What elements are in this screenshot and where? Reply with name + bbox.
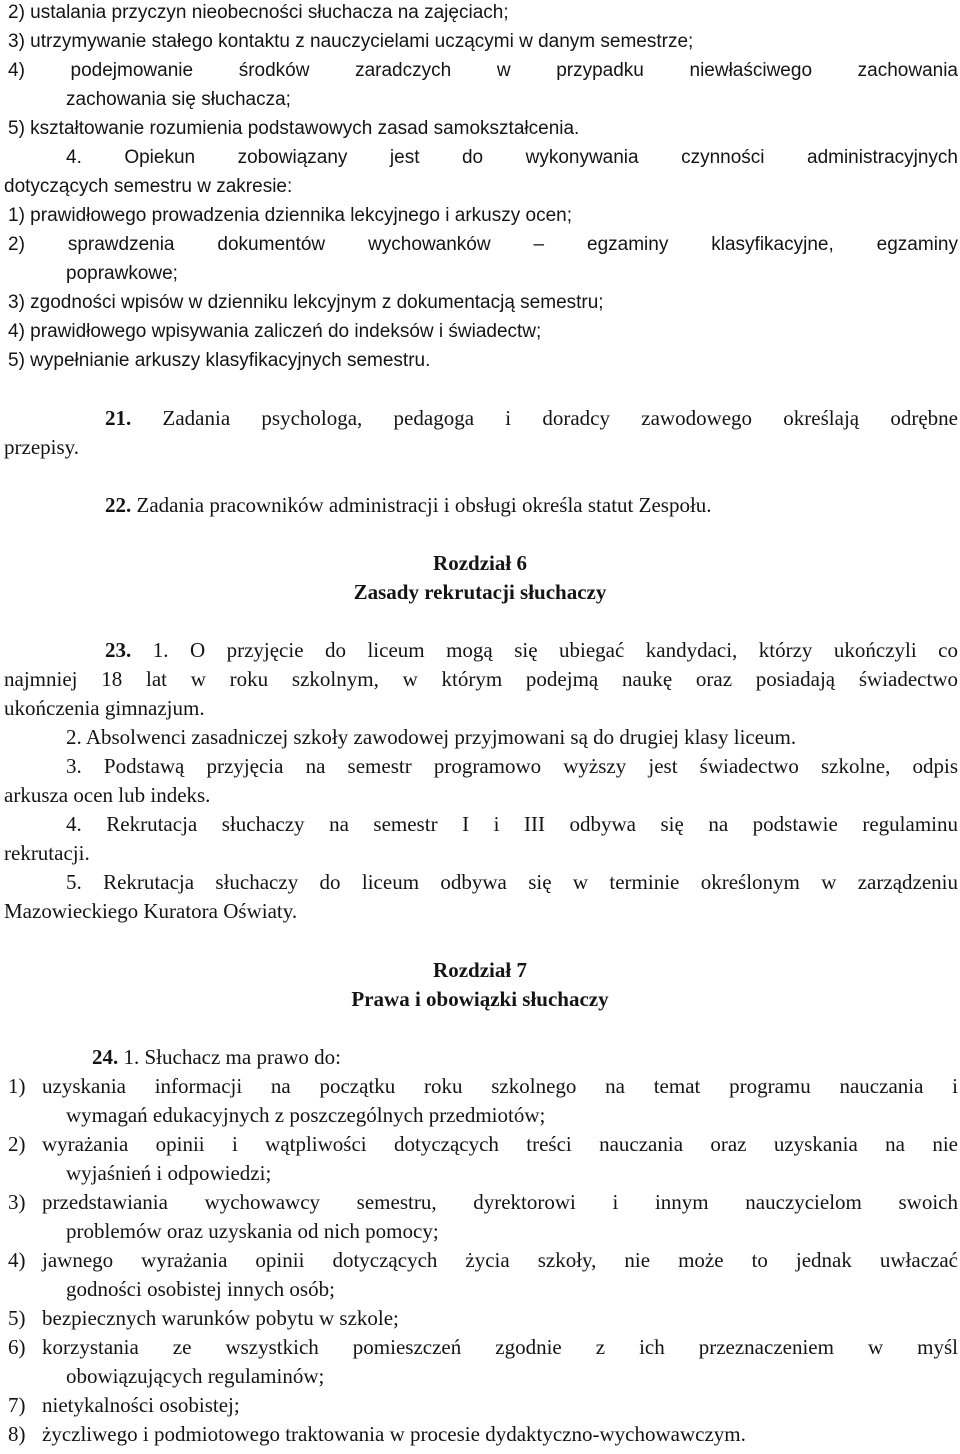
list-text: bezpiecznych warunków pobytu w szkole;: [42, 1306, 399, 1330]
point-number: 1.: [123, 1045, 140, 1069]
list-item: [8, 1391, 240, 1420]
paragraph-text: Zadania pracowników administracji i obsługi określa statut Zespołu.: [136, 493, 712, 517]
paragraph-number: 24.: [92, 1045, 119, 1069]
paragraph-continuation: przepisy.: [4, 435, 80, 459]
paragraph-text: Zadania psychologa, pedagoga i doradcy zawodowego określają odrębne: [162, 406, 958, 430]
paragraph-number: 22.: [105, 493, 132, 517]
list-text: jawnego wyrażania opinii dotyczących życia szkoły, nie może to jednak uwłaczać: [42, 1248, 958, 1272]
list-item: [8, 1246, 958, 1275]
list-number: 5): [8, 1306, 26, 1330]
paragraph-point: 3. Podstawą przyjęcia na semestr programowo wyższy jest świadectwo szkolne, odpis: [66, 754, 958, 778]
list-item: [8, 1420, 746, 1449]
paragraph-continuation: najmniej 18 lat w roku szkolnym, w którym podejmą naukę oraz posiadają świadectwo: [4, 667, 958, 691]
paragraph-text: Słuchacz ma prawo do:: [144, 1045, 342, 1069]
paragraph-23: [105, 636, 958, 665]
list-item: 2) sprawdzenia dokumentów wychowanków – egzaminy klasyfikacyjne, egzaminy: [8, 234, 958, 255]
list-item: 4) podejmowanie środków zaradczych w przypadku niewłaściwego zachowania: [8, 60, 958, 81]
paragraph-number: 21.: [105, 406, 132, 430]
list-text: wyrażania opinii i wątpliwości dotyczących treści nauczania oraz uzyskania na nie: [42, 1132, 958, 1156]
list-number: 4): [8, 1248, 26, 1272]
list-text: nietykalności osobistej;: [42, 1393, 240, 1417]
list-number: 1): [8, 1074, 26, 1098]
list-item: 5) wypełnianie arkuszy klasyfikacyjnych semestru.: [8, 350, 431, 371]
paragraph: 4. Opiekun zobowiązany jest do wykonywania czynności administracyjnych: [66, 147, 958, 168]
list-item: 5) kształtowanie rozumienia podstawowych zasad samokształcenia.: [8, 118, 580, 139]
paragraph-continuation: arkusza ocen lub indeks.: [4, 783, 211, 807]
paragraph-continuation: rekrutacji.: [4, 841, 90, 865]
paragraph-point: 4. Rekrutacja słuchaczy na semestr I i III odbywa się na podstawie regulaminu: [66, 812, 958, 836]
paragraph-22: [105, 491, 712, 520]
list-item: [8, 1304, 399, 1333]
chapter-label: Rozdział 6: [433, 551, 527, 575]
chapter-label: Rozdział 7: [433, 958, 527, 982]
paragraph-point: 5. Rekrutacja słuchaczy do liceum odbywa się w terminie określonym w zarządzeniu: [66, 870, 958, 894]
paragraph-21: [105, 404, 958, 433]
list-item: [8, 1333, 958, 1362]
list-number: 2): [8, 1132, 26, 1156]
list-item: [8, 1188, 958, 1217]
list-item: 4) prawidłowego wpisywania zaliczeń do indeksów i świadectw;: [8, 321, 542, 342]
list-item: 3) zgodności wpisów w dzienniku lekcyjnym z dokumentacją semestru;: [8, 292, 604, 313]
list-item: 1) prawidłowego prowadzenia dziennika lekcyjnego i arkuszy ocen;: [8, 205, 572, 226]
list-item-continuation: obowiązujących regulaminów;: [66, 1364, 325, 1388]
list-text: życzliwego i podmiotowego traktowania w procesie dydaktyczno-wychowawczym.: [42, 1422, 746, 1446]
chapter-title: Prawa i obowiązki słuchaczy: [351, 987, 609, 1011]
list-item: [8, 1072, 958, 1101]
paragraph-continuation: dotyczących semestru w zakresie:: [4, 176, 293, 197]
list-item-continuation: zachowania się słuchacza;: [66, 89, 291, 110]
paragraph-text: O przyjęcie do liceum mogą się ubiegać kandydaci, którzy ukończyli co: [189, 638, 958, 662]
chapter-title: Zasady rekrutacji słuchaczy: [353, 580, 607, 604]
list-item: 3) utrzymywanie stałego kontaktu z nauczycielami uczącymi w danym semestrze;: [8, 31, 694, 52]
paragraph-24: [92, 1043, 341, 1072]
list-number: 3): [8, 1190, 26, 1214]
point-number: 1.: [152, 638, 169, 662]
list-item: 2) ustalania przyczyn nieobecności słuchacza na zajęciach;: [8, 2, 509, 23]
paragraph-number: 23.: [105, 638, 132, 662]
list-number: 6): [8, 1335, 26, 1359]
list-text: korzystania ze wszystkich pomieszczeń zgodnie z ich przeznaczeniem w myśl: [42, 1335, 958, 1359]
list-item: [8, 1130, 958, 1159]
list-item-continuation: wyjaśnień i odpowiedzi;: [66, 1161, 272, 1185]
paragraph-continuation: Mazowieckiego Kuratora Oświaty.: [4, 899, 298, 923]
list-number: 8): [8, 1422, 26, 1446]
paragraph-continuation: ukończenia gimnazjum.: [4, 696, 205, 720]
list-item-continuation: wymagań edukacyjnych z poszczególnych przedmiotów;: [66, 1103, 546, 1127]
list-item-continuation: godności osobistej innych osób;: [66, 1277, 335, 1301]
list-text: uzyskania informacji na początku roku szkolnego na temat programu nauczania i: [42, 1074, 958, 1098]
paragraph-point: 2. Absolwenci zasadniczej szkoły zawodowej przyjmowani są do drugiej klasy liceum.: [66, 725, 797, 749]
list-item-continuation: problemów oraz uzyskania od nich pomocy;: [66, 1219, 439, 1243]
list-text: przedstawiania wychowawcy semestru, dyrektorowi i innym nauczycielom swoich: [42, 1190, 958, 1214]
list-number: 7): [8, 1393, 26, 1417]
list-item-continuation: poprawkowe;: [66, 263, 178, 284]
